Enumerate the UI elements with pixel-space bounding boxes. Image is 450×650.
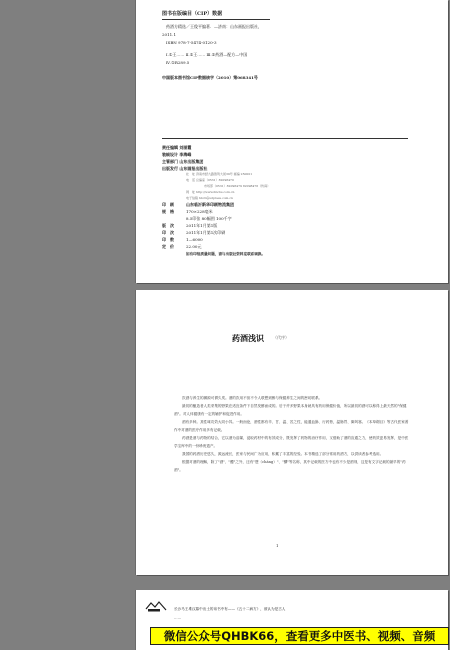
address-line: 网 址 http://www.hbcbs.com.cn	[186, 190, 235, 194]
spec-value: 2011年1月第1次印刷	[186, 230, 226, 235]
credit-line: 出版发行 山东画报出版社	[162, 166, 208, 171]
address-line: 社 址 济南市经九路胜利大街39号 邮编 250001	[186, 172, 253, 176]
text-line: 长沙马王堆汉墓中出土的帛书中有——《五十二病方》，被认为是古人	[174, 607, 286, 611]
credit-line: 装帧设计 李海峰	[162, 152, 192, 157]
spec-value: 170×228毫米	[186, 209, 213, 214]
cip-line: Ⅳ.①R289.5	[166, 60, 190, 65]
publisher-logo-icon	[145, 601, 167, 613]
spec-value: 山东临沂新华印刷物流集团	[186, 202, 234, 207]
address-line: 市场部（0531）82098479 82098476（传真）	[204, 184, 271, 188]
cip-line: Ⅰ.①王…… Ⅱ.①王…… Ⅲ.①药酒—配方—中国	[166, 52, 248, 57]
cip-title: 图书在版编目（CIP）数据	[162, 11, 223, 17]
spec-label: 规 格	[162, 209, 174, 214]
spec-label: 定 价	[162, 244, 174, 249]
divider	[162, 138, 408, 139]
paragraph: 饮酒与养生的渊源可谓久矣。酒的饮用不但不令人联想到醉与保健养生之间的密切联系。	[182, 396, 323, 400]
isbn: ISBN 978-7-5474-0120-3	[166, 40, 217, 45]
paragraph: 药酒是酒与药物的结合，它以酒为溶媒，浸取药材中的有效成分，既发挥了药物的治疗作用，又借助了酒的宣通之力，使药效更易发挥，是中医学宝库中的一份珍贵遗产。	[174, 436, 409, 448]
cip-number: 中国版本图书馆CIP数据核字（2010）第068341号	[162, 75, 258, 80]
paragraph: 根据对酒的理解，除了"酒"、"醴"之外，还有"鬯（chàng）"、"醪"等名称，其中记载的医方中也有不少是酒剂，这是有文字记载的最早的"药酒"。	[174, 460, 406, 472]
paragraph: 我国的药酒历史悠久，源远流长，医家与民间广为应用，积累了丰富的经验。本书精选了部分常用药酒方，以供读者参考选用。	[182, 452, 384, 456]
spec-label: 印 数	[162, 237, 174, 242]
paragraph: 酒有多种。其性味功效大同小异。一般而论，酒性都有辛、甘、温、苦之性，能通血脉、行药势，温肠胃、御风寒。《本草纲目》等古代医家著作中对酒的医疗作用多有记载。	[174, 420, 409, 432]
spec-value: 22.00元	[186, 244, 202, 249]
credit-line: 责任编辑 刘丽霞	[162, 145, 192, 150]
spec-label: 版 次	[162, 223, 174, 228]
preface-title: 药酒浅识	[232, 333, 264, 343]
document-page-preface	[136, 290, 448, 575]
spec-label: 印 刷	[162, 202, 174, 207]
address-line: 电子信箱 hbcb@sdpress.com.cn	[186, 196, 233, 200]
document-page-copyright	[136, 0, 448, 283]
spec-value: 1—6000	[186, 237, 203, 242]
preface-subtitle: （代序）	[273, 335, 289, 340]
divider	[162, 19, 270, 20]
quality-notice: 如有印装质量问题，请与出版社资料室联系调换。	[186, 252, 266, 256]
spec-label: 印 次	[162, 230, 174, 235]
watermark-banner: 微信公众号QHBK66，查看更多中医书、视频、音频	[150, 627, 449, 645]
text-line: ……	[174, 616, 182, 620]
address-line: 电 话 总编室（0531）82098470	[186, 178, 234, 182]
credit-line: 主管部门 山东出版集团	[162, 159, 204, 164]
cip-line: 药酒方精选／王俊平编著．—济南：山东画报出版社，	[166, 24, 262, 29]
spec-value: 8.5印张 80幅图 100千字	[186, 216, 232, 221]
spec-value: 2011年1月第1版	[186, 223, 218, 228]
cip-line: 2011.1	[162, 32, 176, 37]
page-number: 1	[276, 543, 279, 548]
preface-body	[174, 394, 410, 474]
paragraph: 最初的酿造者人类采集的野果在适宜条件下自然发酵而成的。后于许多野果本身就具有药用保健价值，所以最初的酒可以称得上最天然的"保健酒"。对人体健康有一定的辅护和促进作用。	[174, 404, 407, 416]
